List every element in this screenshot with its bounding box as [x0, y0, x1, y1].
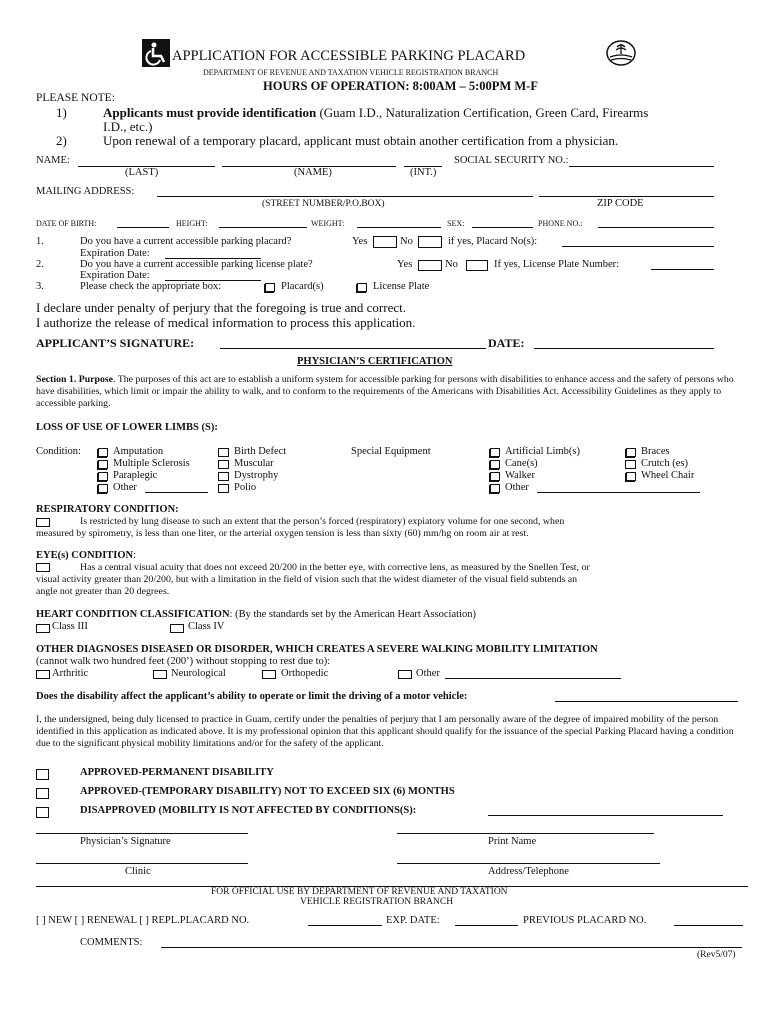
date-label: DATE: — [488, 336, 525, 350]
exp-date-field[interactable] — [455, 925, 518, 926]
cane-checkbox[interactable] — [490, 460, 500, 469]
phone-label: PHONE NO.: — [538, 219, 583, 228]
int-caption: (INT.) — [410, 167, 437, 178]
other-diagnoses-sub: (cannot walk two hundred feet (200’) without stopping to rest due to): — [36, 656, 331, 667]
wheel-chair-checkbox[interactable] — [626, 472, 636, 481]
address-field[interactable] — [397, 863, 660, 864]
note-item-1: Applicants must provide identification (Guam I.D., Naturalization Certification, Green Card, Firearms — [103, 105, 649, 120]
wheelchair-icon — [142, 39, 170, 67]
license-plate-label: License Plate — [373, 281, 430, 292]
orthopedic-label: Orthopedic — [281, 668, 329, 679]
other-c3-label: Other — [505, 482, 529, 493]
q2-number: 2. — [36, 259, 44, 270]
zip-caption: ZIP CODE — [597, 198, 644, 209]
eye-text-2: visual activity greater than 20/200, but with a limitation in the field of vision such that the widest diameter of the visual field subtends an — [36, 574, 578, 585]
crutch-label: Crutch (es) — [641, 458, 688, 469]
guam-seal-icon — [606, 40, 636, 66]
eye-text-3: angle not greater than 20 degrees. — [36, 586, 170, 597]
polio-checkbox[interactable] — [218, 484, 229, 493]
note-item-2: Upon renewal of a temporary placard, applicant must obtain another certification from a physician. — [103, 133, 619, 148]
multiple-sclerosis-label: Multiple Sclerosis — [113, 458, 190, 469]
paraplegic-checkbox[interactable] — [98, 472, 108, 481]
driving-answer-field[interactable] — [555, 701, 738, 702]
approved-permanent-label: APPROVED-PERMANENT DISABILITY — [80, 767, 274, 778]
declare-line-1: I declare under penalty of perjury that the foregoing is true and correct. — [36, 300, 406, 315]
print-name-caption: Print Name — [488, 836, 537, 847]
placard-checkbox[interactable] — [265, 283, 275, 292]
class4-checkbox[interactable] — [170, 624, 184, 633]
name-caption: (NAME) — [294, 167, 332, 178]
approved-temporary-checkbox[interactable] — [36, 788, 49, 799]
driving-question: Does the disability affect the applicant’s ability to operate or limit the driving of a motor vehicle: — [36, 691, 468, 702]
other-c1-label: Other — [113, 482, 137, 493]
braces-checkbox[interactable] — [626, 448, 636, 457]
q1-text: Do you have a current accessible parking placard? — [80, 236, 292, 247]
other-c1-checkbox[interactable] — [98, 484, 108, 493]
certify-paragraph: I, the undersigned, being duly licensed to practice in Guam, certify under the penalties of perjury that I am personally aware of the degree of impaired mobility of the person identified in this application as indicated above. It is my professional opinion that this applicant should qualify for the issuance of the special Parking Placard having a condition due to the significant physical mobility limitations and/or for the safety of the applicant. — [36, 714, 734, 749]
other-diagnoses-heading: OTHER DIAGNOSES DISEASED OR DISORDER, WHICH CREATES A SEVERE WALKING MOBILITY LIMITATION — [36, 644, 598, 655]
department-line: DEPARTMENT OF REVENUE AND TAXATION VEHICLE REGISTRATION BRANCH — [203, 68, 499, 77]
print-name-field[interactable] — [397, 833, 654, 834]
condition-label: Condition: — [36, 446, 81, 457]
dob-field[interactable] — [117, 227, 169, 228]
street-caption: (STREET NUMBER/P.O.BOX) — [262, 199, 385, 209]
birth-defect-checkbox[interactable] — [218, 448, 229, 457]
exp1-label: Expiration Date: — [80, 248, 150, 259]
arthritic-label: Arthritic — [52, 668, 89, 679]
official-line-1: FOR OFFICIAL USE BY DEPARTMENT OF REVENUE AND TAXATION — [211, 887, 508, 897]
walker-label: Walker — [505, 470, 536, 481]
paraplegic-label: Paraplegic — [113, 470, 158, 481]
q2-yes-checkbox[interactable] — [418, 260, 442, 271]
height-label: HEIGHT: — [176, 219, 208, 228]
address-caption: Address/Telephone — [488, 866, 569, 877]
muscular-checkbox[interactable] — [218, 460, 229, 469]
other-diagnosis-checkbox[interactable] — [398, 670, 412, 679]
hours-of-operation: HOURS OF OPERATION: 8:00AM – 5:00PM M-F — [263, 79, 538, 93]
applicant-signature-field[interactable] — [220, 348, 486, 349]
official-new-renewal: [ ] NEW [ ] RENEWAL [ ] REPL.PLACARD NO. — [36, 915, 250, 926]
birth-defect-label: Birth Defect — [234, 446, 287, 457]
street-field[interactable] — [157, 196, 533, 197]
ssn-label: SOCIAL SECURITY NO.: — [454, 155, 569, 166]
loss-heading: LOSS OF USE OF LOWER LIMBS (S): — [36, 422, 218, 433]
official-line-2: VEHICLE REGISTRATION BRANCH — [300, 897, 454, 907]
resp-text-1: Is restricted by lung disease to such an extent that the person’s forced (respiratory) expiatory volume for one second, when — [80, 516, 565, 527]
license-plate-checkbox[interactable] — [357, 283, 367, 292]
revision-label: (Rev5/07) — [697, 950, 736, 960]
artificial-limb-label: Artificial Limb(s) — [505, 446, 580, 457]
amputation-checkbox[interactable] — [98, 448, 108, 457]
physician-heading: PHYSICIAN’S CERTIFICATION — [297, 356, 453, 367]
section1-purpose: Section 1. Purpose. The purposes of this act are to establish a uniform system for accessible parking for persons with disabilities to enhance access and the safety of persons who have disabilities, which limit or impair the ability to walk, and to conform to the requirements of the Americans with Disabilities Act. Accessibility Guidelines as they apply to accessible parking. — [36, 374, 734, 409]
q1-number: 1. — [36, 236, 44, 247]
disapproved-label: DISAPPROVED (MOBILITY IS NOT AFFECTED BY CONDITIONS(S): — [80, 805, 417, 816]
neurological-label: Neurological — [171, 668, 226, 679]
polio-label: Polio — [234, 482, 257, 493]
respiratory-checkbox[interactable] — [36, 518, 50, 527]
disapproved-checkbox[interactable] — [36, 807, 49, 818]
dystrophy-checkbox[interactable] — [218, 472, 229, 481]
weight-field[interactable] — [357, 227, 441, 228]
walker-checkbox[interactable] — [490, 472, 500, 481]
approved-temporary-label: APPROVED-(TEMPORARY DISABILITY) NOT TO EXCEED SIX (6) MONTHS — [80, 786, 455, 797]
exp-date-label: EXP. DATE: — [386, 915, 440, 926]
note-number-2: 2) — [56, 133, 67, 148]
sex-field[interactable] — [472, 227, 533, 228]
dystrophy-label: Dystrophy — [234, 470, 279, 481]
form-title: APPLICATION FOR ACCESSIBLE PARKING PLACARD — [172, 48, 526, 64]
physician-signature-caption: Physician’s Signature — [80, 836, 171, 847]
class3-checkbox[interactable] — [36, 624, 50, 633]
other-c3-checkbox[interactable] — [490, 484, 500, 493]
weight-label: WEIGHT: — [311, 219, 345, 228]
orthopedic-checkbox[interactable] — [262, 670, 276, 679]
class3-label: Class III — [52, 621, 88, 632]
disapproved-reason-field[interactable] — [488, 815, 723, 816]
q3-number: 3. — [36, 281, 44, 292]
other-c3-field[interactable] — [537, 492, 700, 493]
special-equipment-label: Special Equipment — [351, 446, 431, 457]
heart-heading: HEART CONDITION CLASSIFICATION: (By the standards set by the American Heart Association) — [36, 609, 476, 620]
amputation-label: Amputation — [113, 446, 164, 457]
braces-label: Braces — [641, 446, 670, 457]
clinic-field[interactable] — [36, 863, 248, 864]
note-item-1-cont: I.D., etc.) — [103, 119, 153, 134]
artificial-limb-checkbox[interactable] — [490, 448, 500, 457]
applicant-date-field[interactable] — [534, 348, 714, 349]
other-diagnosis-label: Other — [416, 668, 440, 679]
phone-field[interactable] — [598, 227, 714, 228]
other-diagnosis-field[interactable] — [445, 678, 621, 679]
multiple-sclerosis-checkbox[interactable] — [98, 460, 108, 469]
q2-text: Do you have a current accessible parking license plate? — [80, 259, 313, 270]
eye-text-1: Has a central visual acuity that does not exceed 20/200 in the better eye, with corrective lens, as measured by the Snellen Test, or — [80, 562, 590, 573]
repl-placard-field[interactable] — [308, 925, 382, 926]
wheel-chair-label: Wheel Chair — [641, 470, 695, 481]
q1-yes-checkbox[interactable] — [373, 236, 397, 248]
placard-no-field[interactable] — [562, 246, 714, 247]
crutch-checkbox[interactable] — [625, 460, 636, 469]
ssn-field[interactable] — [569, 166, 714, 167]
other-c1-field[interactable] — [145, 492, 208, 493]
q2-no-label: No — [445, 259, 458, 270]
eye-heading: EYE(s) CONDITION: — [36, 550, 137, 561]
declare-line-2: I authorize the release of medical information to process this application. — [36, 315, 416, 330]
respiratory-heading: RESPIRATORY CONDITION: — [36, 504, 179, 515]
q1-yes-label: Yes — [352, 236, 368, 247]
zip-field[interactable] — [539, 196, 714, 197]
please-note-heading: PLEASE NOTE: — [36, 92, 115, 104]
previous-placard-label: PREVIOUS PLACARD NO. — [523, 915, 647, 926]
clinic-caption: Clinic — [125, 866, 151, 877]
name-label: NAME: — [36, 155, 70, 166]
physician-signature-field[interactable] — [36, 833, 248, 834]
signature-label: APPLICANT’S SIGNATURE: — [36, 336, 195, 350]
resp-text-2: measured by spirometry, is less than one liter, or the arterial oxygen tension is less than sixty (60) mm/hg on room air at rest. — [36, 528, 529, 539]
dob-label: DATE OF BIRTH: — [36, 219, 97, 228]
exp2-label: Expiration Date: — [80, 270, 150, 281]
q2-no-checkbox[interactable] — [466, 260, 488, 271]
last-caption: (LAST) — [125, 167, 159, 178]
license-plate-field[interactable] — [651, 269, 714, 270]
mailing-label: MAILING ADDRESS: — [36, 186, 135, 197]
cane-label: Cane(s) — [505, 458, 538, 469]
approved-permanent-checkbox[interactable] — [36, 769, 49, 780]
q3-text: Please check the appropriate box: — [80, 281, 222, 292]
comments-label: COMMENTS: — [80, 937, 143, 948]
neurological-checkbox[interactable] — [153, 670, 167, 679]
sex-label: SEX: — [447, 219, 465, 228]
previous-placard-field[interactable] — [674, 925, 743, 926]
note-number-1: 1) — [56, 105, 67, 120]
q1-no-label: No — [400, 236, 413, 247]
q2-if-label: If yes, License Plate Number: — [494, 259, 620, 270]
placard-label: Placard(s) — [281, 281, 324, 292]
q2-yes-label: Yes — [397, 259, 413, 270]
muscular-label: Muscular — [234, 458, 274, 469]
eye-checkbox[interactable] — [36, 563, 50, 572]
arthritic-checkbox[interactable] — [36, 670, 50, 679]
q1-if-label: if yes, Placard No(s): — [448, 236, 538, 247]
comments-field[interactable] — [161, 947, 742, 948]
class4-label: Class IV — [188, 621, 225, 632]
height-field[interactable] — [219, 227, 307, 228]
q1-no-checkbox[interactable] — [418, 236, 442, 248]
